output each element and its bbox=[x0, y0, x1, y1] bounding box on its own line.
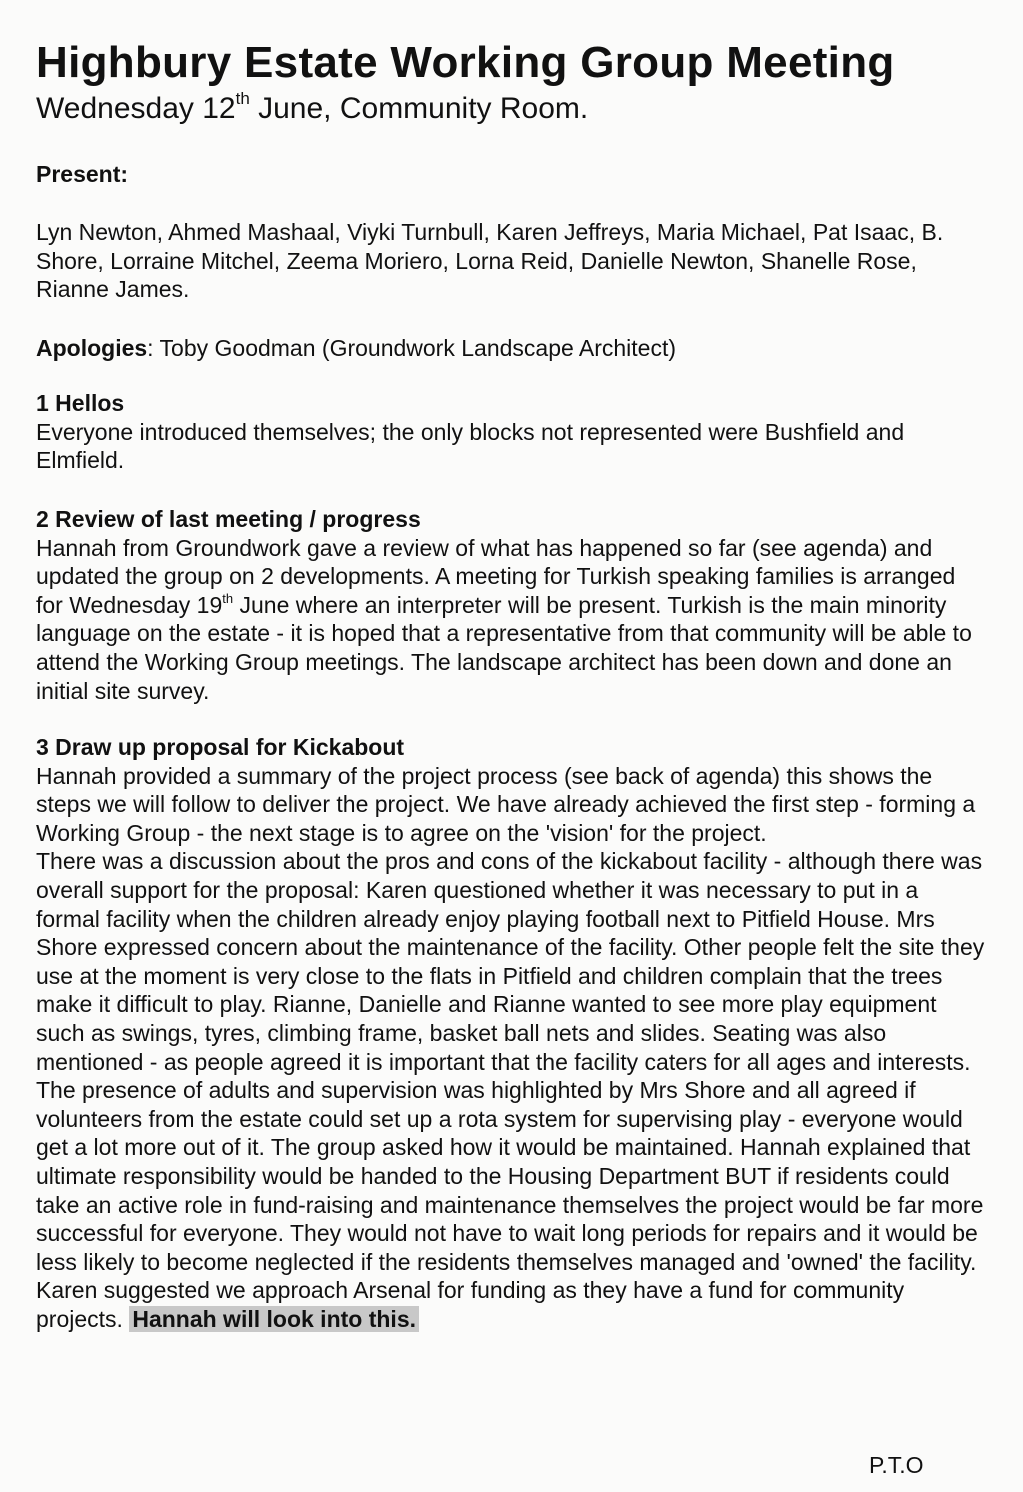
page-turn-note: P.T.O bbox=[869, 1452, 924, 1478]
action-highlight: Hannah will look into this. bbox=[129, 1306, 419, 1332]
location-text: June, Community Room. bbox=[249, 92, 589, 125]
section-review bbox=[36, 505, 986, 705]
present-names: Lyn Newton, Ahmed Mashaal, Viyki Turnbull, Karen Jeffreys, Maria Michael, Pat Isaac, B. Shore, Lorraine Mitchel, Zeema Moriero, Lorna Reid, Danielle Newton, Shanelle Rose, Rianne James. bbox=[36, 219, 944, 303]
kickabout-para-2: There was a discussion about the pros and cons of the kickabout facility - although there was overall support for the proposal: Karen questioned whether it was necessary to put in a formal facility when the children already enjoy playing football next to Pitfield House. Mrs Shore expressed concern about the maintenance of the facility. Other people felt the site they use at the moment is very close to the flats in Pitfield and children complain that the trees make it difficult to play. Rianne, Danielle and Rianne wanted to see more play equipment such as swings, tyres, climbing frame, basket ball nets and slides. Seating was also mentioned - as people agreed it is important that the facility caters for all ages and interests. bbox=[36, 848, 985, 1075]
kickabout-para-3 bbox=[36, 1076, 986, 1333]
section-heading-review: 2 Review of last meeting / progress bbox=[36, 506, 421, 532]
review-text-part1: Hannah from Groundwork gave a review of what has happened so far (see agenda) and updated the group on 2 developments. A meeting for Turkish speaking families is arranged for Wednesday 19 bbox=[36, 534, 956, 618]
section-text-review bbox=[36, 534, 986, 706]
apologies-text: : Toby Goodman (Groundwork Landscape Architect) bbox=[147, 335, 677, 361]
date-suffix: th bbox=[235, 89, 250, 108]
meeting-title: Highbury Estate Working Group Meeting bbox=[36, 38, 895, 87]
kickabout-para-3-text: The presence of adults and supervision was highlighted by Mrs Shore and all agreed if volunteers from the estate could set up a rota system for supervising play - everyone would get a lot more out of it. The group asked how it would be maintained. Hannah explained that ultimate responsibility would be handed to the Housing Department BUT if residents could take an active role in fund-raising and maintenance themselves the project would be far more successful for everyone. They would not have to wait long periods for repairs and it would be less likely to become neglected if the residents themselves managed and 'owned' the facility. Karen suggested we approach Arsenal for funding as they have a fund for community projects. bbox=[36, 1077, 984, 1332]
apologies-block bbox=[36, 334, 676, 363]
section-hellos bbox=[36, 389, 986, 475]
present-label-block bbox=[36, 160, 128, 189]
present-label: Present: bbox=[36, 161, 129, 187]
section-heading-hellos: 1 Hellos bbox=[36, 390, 125, 416]
present-names-block bbox=[36, 218, 986, 304]
review-text-part2: June where an interpreter will be present. Turkish is the main minority language on the estate - it is hoped that a representative from that community will be able to attend the Working Group meetings. The landscape architect has been down and done an initial site survey. bbox=[36, 591, 972, 704]
kickabout-para-1: Hannah provided a summary of the project process (see back of agenda) this shows the steps we will follow to deliver the project. We have already achieved the first step - forming a Working Group - the next stage is to agree on the 'vision' for the project. bbox=[36, 762, 976, 846]
meeting-date-location bbox=[36, 89, 589, 126]
section-kickabout bbox=[36, 733, 986, 1333]
review-date-suffix: th bbox=[222, 590, 234, 606]
section-text-hellos: Everyone introduced themselves; the only blocks not represented were Bushfield and Elmfield. bbox=[36, 418, 905, 474]
apologies-label: Apologies bbox=[36, 335, 148, 361]
date-text: Wednesday 12 bbox=[36, 92, 236, 125]
section-heading-kickabout: 3 Draw up proposal for Kickabout bbox=[36, 734, 405, 760]
